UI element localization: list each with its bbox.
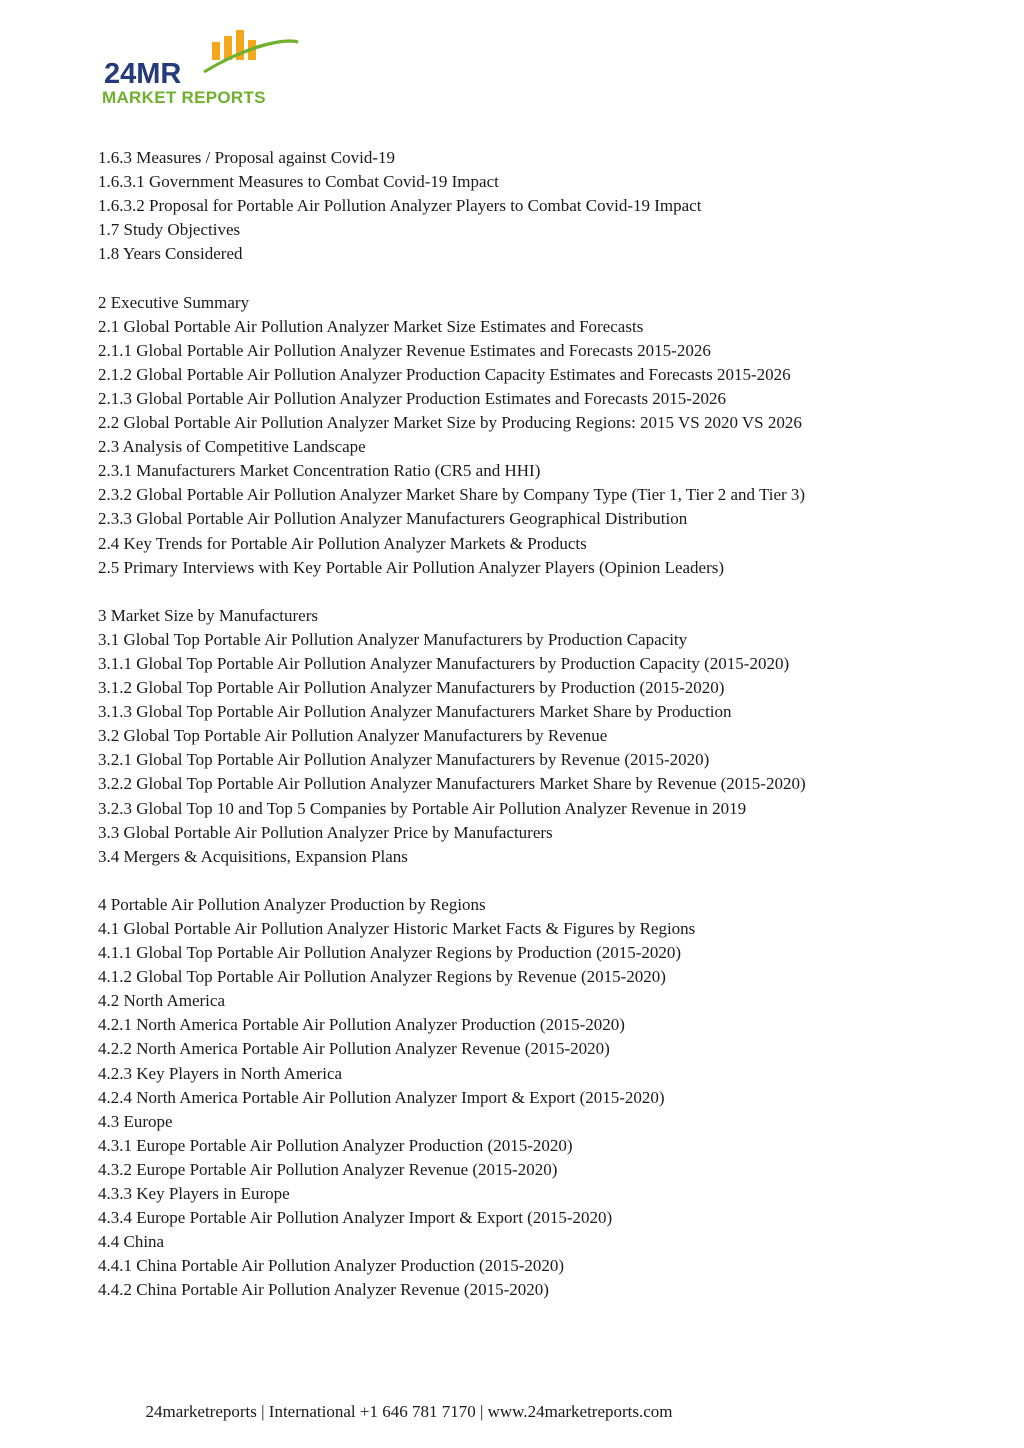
toc-entry: 3.1 Global Top Portable Air Pollution Analyzer Manufacturers by Production Capacity: [98, 629, 688, 649]
toc-entry: 4.3 Europe: [98, 1111, 173, 1131]
toc-entry: 3.2.1 Global Top Portable Air Pollution Analyzer Manufacturers by Revenue (2015-2020): [98, 750, 710, 770]
toc-entry: 2.1.3 Global Portable Air Pollution Analyzer Production Estimates and Forecasts 2015-2026: [98, 388, 726, 408]
company-logo: [100, 26, 310, 110]
toc-entry: 4.4.1 China Portable Air Pollution Analyzer Production (2015-2020): [98, 1256, 565, 1276]
toc-entry: 3.1.1 Global Top Portable Air Pollution Analyzer Manufacturers by Production Capacity (2015-2020): [98, 653, 790, 673]
toc-entry: 4.3.3 Key Players in Europe: [98, 1184, 290, 1204]
toc-entry: 4.2.3 Key Players in North America: [98, 1063, 343, 1083]
table-of-contents: [98, 146, 958, 1303]
toc-entry: 2 Executive Summary: [98, 292, 250, 312]
toc-entry: 4.1 Global Portable Air Pollution Analyzer Historic Market Facts & Figures by Regions: [98, 919, 696, 938]
toc-entry: 2.3.3 Global Portable Air Pollution Analyzer Manufacturers Geographical Distribution: [98, 509, 688, 529]
toc-entry: 3.2.2 Global Top Portable Air Pollution Analyzer Manufacturers Market Share by Revenue (2015-2020): [98, 774, 806, 794]
toc-entry: 2.2 Global Portable Air Pollution Analyzer Market Size by Producing Regions: 2015 VS 2020 VS 2026: [98, 413, 802, 433]
logo-bar-1: [212, 42, 220, 60]
toc-entry: 4 Portable Air Pollution Analyzer Production by Regions: [98, 894, 486, 914]
toc-entry: 1.6.3 Measures / Proposal against Covid-19: [98, 148, 395, 167]
toc-entry: 3.4 Mergers & Acquisitions, Expansion Plans: [98, 846, 408, 866]
logo-brand-text: 24MR: [104, 58, 182, 90]
toc-entry: 1.6.3.2 Proposal for Portable Air Pollution Analyzer Players to Combat Covid-19 Impact: [98, 196, 702, 216]
toc-entry: 3.2.3 Global Top 10 and Top 5 Companies by Portable Air Pollution Analyzer Revenue in 2019: [98, 798, 747, 818]
toc-entry: 2.4 Key Trends for Portable Air Pollution Analyzer Markets & Products: [98, 533, 587, 553]
toc-entry: 3.2 Global Top Portable Air Pollution Analyzer Manufacturers by Revenue: [98, 726, 608, 746]
toc-entry: 2.5 Primary Interviews with Key Portable Air Pollution Analyzer Players (Opinion Leaders): [98, 557, 725, 577]
toc-entry: 2.3 Analysis of Competitive Landscape: [98, 437, 366, 457]
toc-entry: 2.1 Global Portable Air Pollution Analyzer Market Size Estimates and Forecasts: [98, 316, 644, 336]
toc-spacer: [98, 266, 958, 290]
toc-entry: 4.3.2 Europe Portable Air Pollution Analyzer Revenue (2015-2020): [98, 1159, 558, 1179]
toc-entry: 2.1.1 Global Portable Air Pollution Analyzer Revenue Estimates and Forecasts 2015-2026: [98, 340, 711, 360]
toc-entry: 4.1.1 Global Top Portable Air Pollution Analyzer Regions by Production (2015-2020): [98, 943, 682, 963]
toc-entry: 3.3 Global Portable Air Pollution Analyzer Price by Manufacturers: [98, 822, 553, 842]
toc-entry: 2.3.2 Global Portable Air Pollution Analyzer Market Share by Company Type (Tier 1, Tier 2 and Tier 3): [98, 485, 806, 505]
toc-entry: 4.2.1 North America Portable Air Pollution Analyzer Production (2015-2020): [98, 1015, 625, 1035]
toc-entry: 2.3.1 Manufacturers Market Concentration Ratio (CR5 and HHI): [98, 461, 541, 481]
toc-entry: 4.4.2 China Portable Air Pollution Analyzer Revenue (2015-2020): [98, 1280, 549, 1300]
toc-entry: 4.2.2 North America Portable Air Pollution Analyzer Revenue (2015-2020): [98, 1039, 610, 1059]
toc-entry: 4.2.4 North America Portable Air Pollution Analyzer Import & Export (2015-2020): [98, 1087, 665, 1107]
page-footer: 24marketreports | International +1 646 781 7170 | www.24marketreports.com: [145, 1402, 673, 1421]
toc-spacer: [98, 580, 958, 604]
toc-entry: 1.7 Study Objectives: [98, 220, 241, 240]
logo-subtitle-text: MARKET REPORTS: [102, 88, 266, 107]
toc-entry: 1.6.3.1 Government Measures to Combat Covid-19 Impact: [98, 172, 499, 192]
toc-entry: 4.3.4 Europe Portable Air Pollution Analyzer Import & Export (2015-2020): [98, 1208, 613, 1228]
toc-entry: 3 Market Size by Manufacturers: [98, 605, 318, 625]
toc-entry: 1.8 Years Considered: [98, 244, 243, 264]
toc-entry: 3.1.3 Global Top Portable Air Pollution Analyzer Manufacturers Market Share by Production: [98, 702, 732, 722]
toc-entry: 3.1.2 Global Top Portable Air Pollution Analyzer Manufacturers by Production (2015-2020): [98, 678, 725, 698]
toc-spacer: [98, 869, 958, 893]
toc-entry: 2.1.2 Global Portable Air Pollution Analyzer Production Capacity Estimates and Forecasts 2015-2026: [98, 364, 791, 384]
toc-entry: 4.1.2 Global Top Portable Air Pollution Analyzer Regions by Revenue (2015-2020): [98, 967, 666, 987]
toc-entry: 4.2 North America: [98, 991, 225, 1011]
toc-entry: 4.3.1 Europe Portable Air Pollution Analyzer Production (2015-2020): [98, 1135, 573, 1155]
toc-entry: 4.4 China: [98, 1232, 165, 1252]
